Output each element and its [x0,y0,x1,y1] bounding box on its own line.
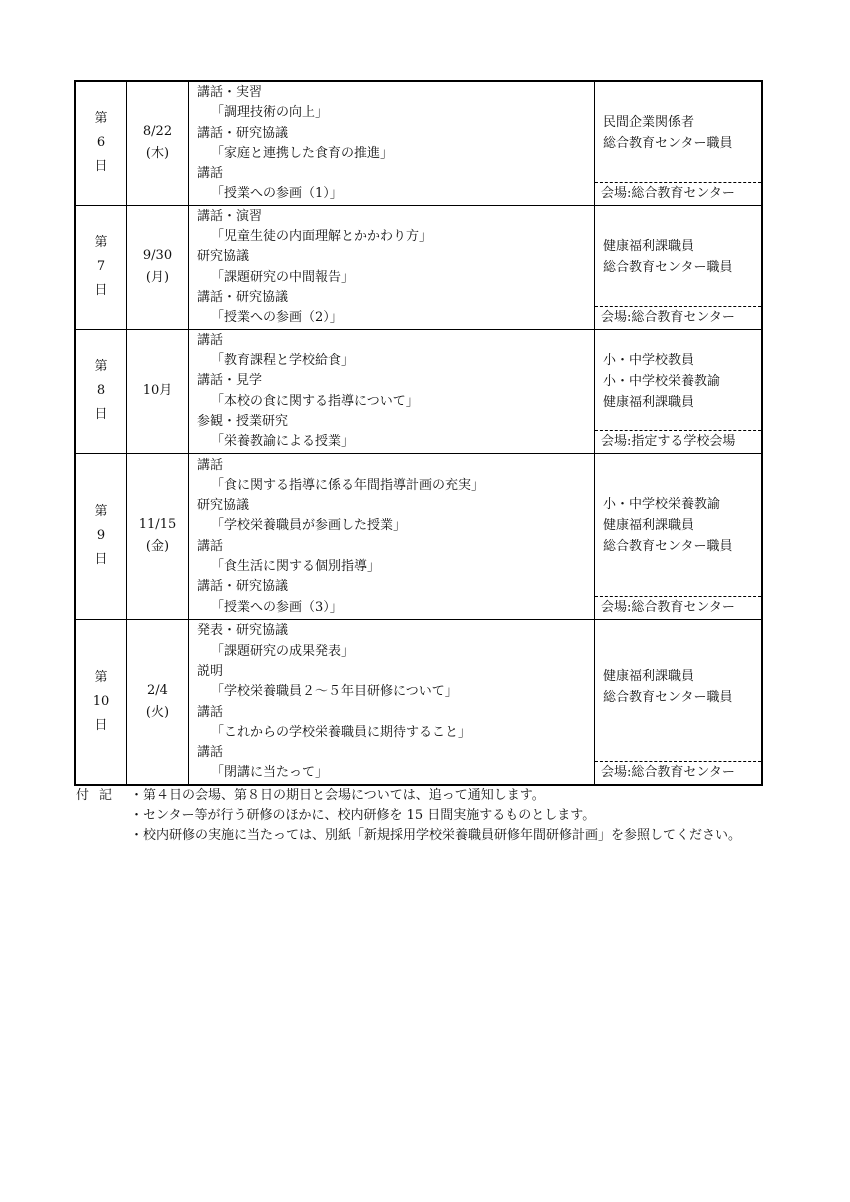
schedule-row [75,329,762,453]
day-cell [75,619,127,785]
notes-label: 付記 [76,788,123,803]
date-label-part: 2/4 [147,683,168,699]
date-label [127,680,188,724]
session-type: 講話・実習 [197,85,263,100]
date-label-part: (月) [145,270,170,286]
date-label-part: 9/30 [142,248,173,264]
venue-label: 会場:総合教育センター [595,761,761,784]
session-type: 講話 [197,704,224,720]
schedule-body [75,81,762,785]
day-cell [75,81,127,205]
day-label-part: 第 [94,111,108,127]
session-topic: 「教育課程と学校給食」 [211,353,355,369]
date-label-part: (火) [145,705,170,721]
schedule-row [75,619,762,785]
content-cell [189,619,595,785]
content-list [189,330,594,453]
session-type: 講話 [197,538,224,554]
venue-label: 会場:総合教育センター [595,182,761,205]
day-label-part: 6 [96,135,106,151]
day-label [94,231,107,303]
session-type: 講話 [197,457,224,473]
day-label-part: 日 [94,718,108,734]
date-label [127,514,188,558]
day-label-part: 第 [94,504,108,520]
schedule-table [74,80,763,786]
session-topic: 「これからの学校栄養職員に期待すること」 [211,724,472,740]
session-type: 説明 [197,663,224,679]
staff-item: 健康福利課職員 [603,517,695,533]
staff-cell [595,453,763,619]
day-cell [75,329,127,453]
staff-item: 小・中学校教員 [603,352,695,368]
session-type: 発表・研究協議 [197,623,289,639]
session-topic: 「閉講に当たって」 [211,765,329,781]
session-topic: 「課題研究の中間報告」 [211,269,355,285]
venue-label: 会場:指定する学校会場 [595,430,761,453]
date-label-part: 11/15 [138,517,177,533]
content-list [189,206,594,329]
schedule-row [75,205,762,329]
staff-cell [595,329,763,453]
staff-item: 健康福利課職員 [603,668,695,684]
staff-item: 総合教育センター職員 [603,689,733,705]
session-type: 講話・見学 [197,373,263,389]
session-type: 講話・研究協議 [197,579,289,595]
day-label [94,500,107,572]
session-type: 講話・研究協議 [197,290,289,306]
venue-label: 会場:総合教育センター [595,596,761,619]
date-cell [127,453,189,619]
session-topic: 「食に関する指導に係る年間指導計画の充実」 [211,477,485,493]
staff-cell [595,81,763,205]
venue-label: 会場:総合教育センター [595,306,761,329]
content-cell [189,205,595,329]
day-label-part: 日 [94,552,108,568]
staff-list [603,494,757,557]
note-item: ・第４日の会場、第８日の期日と会場については、追って通知します。 [130,788,545,803]
staff-cell [595,619,763,785]
staff-item: 健康福利課職員 [603,394,695,410]
day-label-part: 8 [96,383,106,399]
date-cell [127,81,189,205]
day-cell [75,205,127,329]
staff-item: 健康福利課職員 [603,238,695,254]
day-cell [75,453,127,619]
staff-list [603,350,757,413]
note-item: ・校内研修の実施に当たっては、別紙「新規採用学校栄養職員研修年間研修計画」を参照してください。 [130,828,742,843]
notes-list [130,786,741,846]
day-label-part: 第 [94,670,108,686]
day-label-part: 9 [96,528,106,544]
date-label-part: (金) [145,539,170,555]
session-type: 講話・演習 [197,208,263,224]
staff-list [603,666,757,708]
content-list [189,82,594,205]
content-list [189,455,594,618]
date-cell [127,619,189,785]
day-label-part: 10 [92,694,110,710]
session-topic: 「児童生徒の内面理解とかかわり方」 [211,229,433,245]
schedule-row [75,453,762,619]
day-label-part: 第 [94,359,108,375]
content-cell [189,453,595,619]
content-list [189,620,594,783]
staff-cell [595,205,763,329]
day-label [94,355,107,427]
date-label [127,121,188,165]
staff-item: 総合教育センター職員 [603,538,733,554]
note-item: ・センター等が行う研修のほかに、校内研修を 15 日間実施するものとします。 [130,808,596,823]
session-topic: 「学校栄養職員２～５年目研修について」 [211,684,458,700]
session-topic: 「学校栄養職員が参画した授業」 [211,518,407,534]
date-cell [127,329,189,453]
session-topic: 「課題研究の成果発表」 [211,643,355,659]
session-topic: 「授業への参画（1）」 [211,186,343,202]
session-type: 参観・授業研究 [197,414,289,430]
staff-item: 小・中学校栄養教諭 [603,496,721,512]
session-topic: 「授業への参画（3）」 [211,599,343,615]
session-type: 講話 [197,166,224,182]
staff-list [603,236,757,278]
session-type: 講話 [197,332,224,348]
session-topic: 「本校の食に関する指導について」 [211,393,419,409]
date-label [127,245,188,289]
day-label-part: 日 [94,159,108,175]
session-type: 講話・研究協議 [197,125,289,141]
session-type: 研究協議 [197,498,250,514]
day-label [93,666,110,738]
day-label-part: 第 [94,235,108,251]
schedule-row [75,81,762,205]
staff-item: 民間企業関係者 [603,115,695,130]
day-label-part: 7 [96,259,106,275]
session-type: 講話 [197,745,224,761]
staff-item: 総合教育センター職員 [603,136,733,151]
date-label-part: (木) [145,146,170,162]
session-topic: 「家庭と連携した食育の推進」 [211,145,394,161]
session-type: 研究協議 [197,249,250,265]
session-topic: 「授業への参画（2）」 [211,310,343,326]
staff-item: 小・中学校栄養教諭 [603,373,721,389]
date-cell [127,205,189,329]
session-topic: 「調理技術の向上」 [211,105,329,121]
day-label [94,107,107,179]
staff-list [603,112,757,154]
staff-item: 総合教育センター職員 [603,259,733,275]
session-topic: 「食生活に関する個別指導」 [211,559,381,575]
day-label-part: 日 [94,407,108,423]
session-topic: 「栄養教諭による授業」 [211,434,355,450]
content-cell [189,81,595,205]
content-cell [189,329,595,453]
day-label-part: 日 [94,283,108,299]
date-label-part: 8/22 [142,124,173,140]
date-label [127,380,188,402]
date-label-part: 10月 [142,383,173,399]
